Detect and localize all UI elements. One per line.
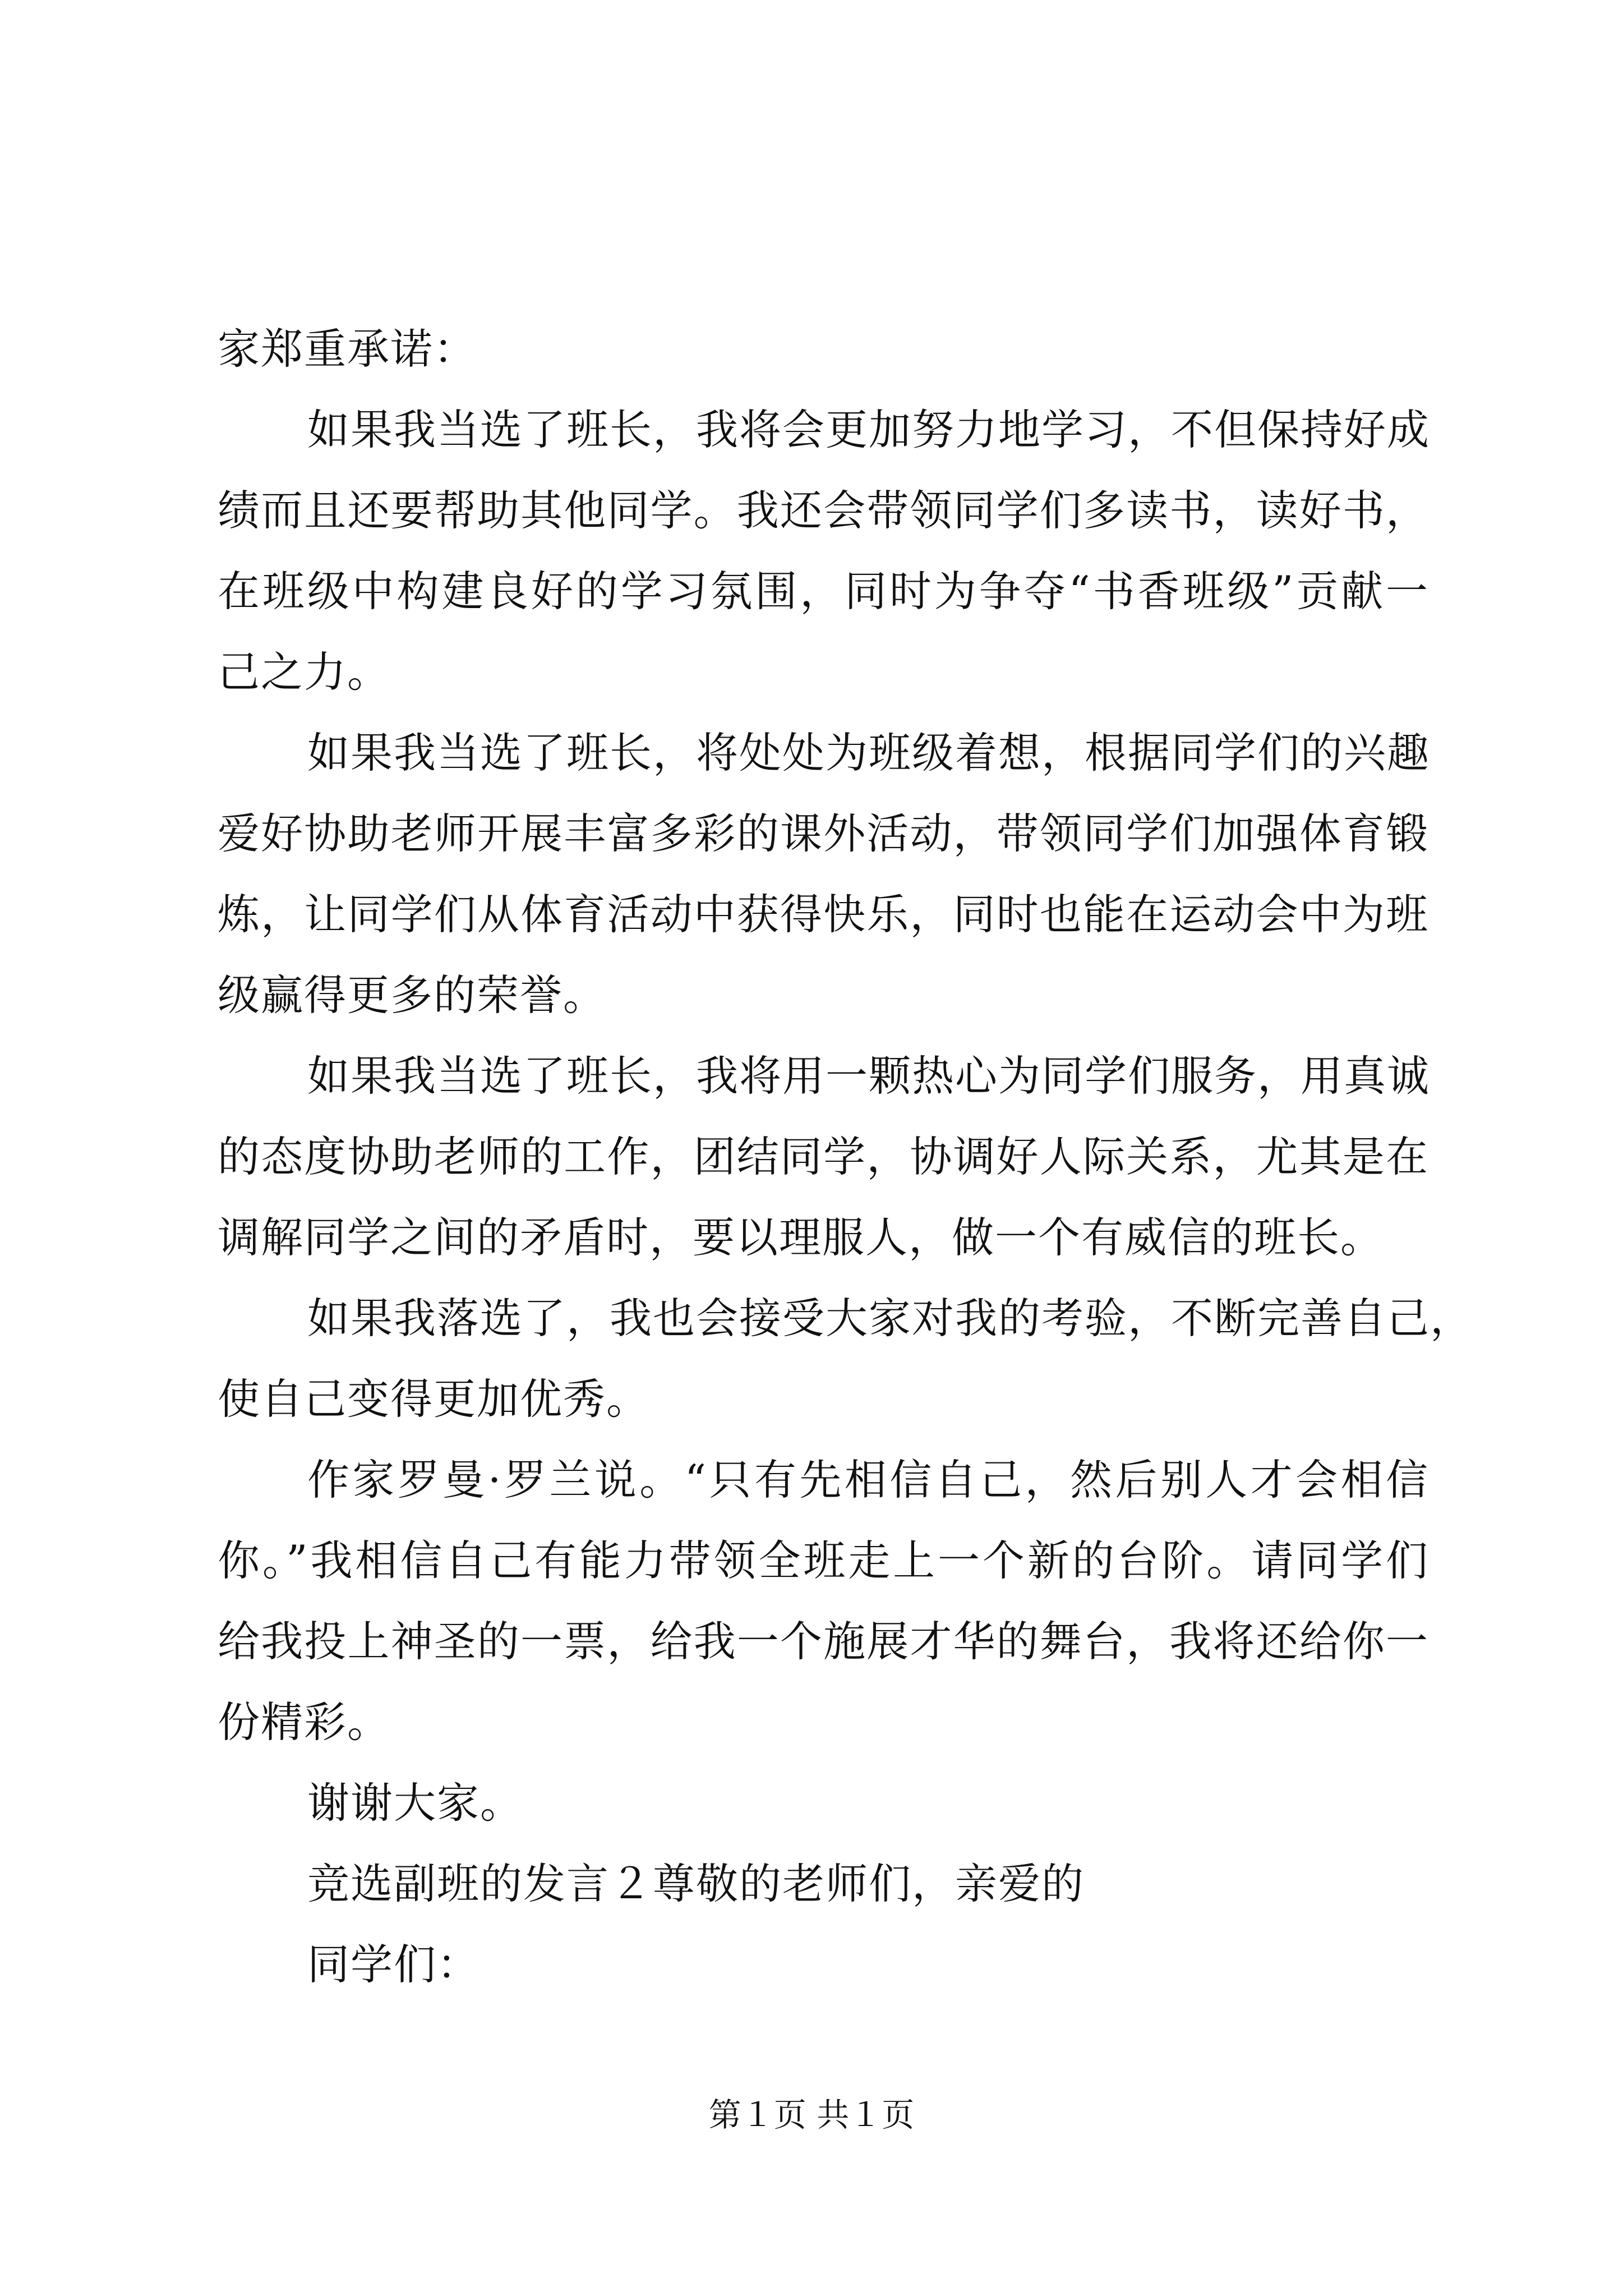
paragraph-line: 谢谢大家。 — [307, 1778, 524, 1828]
paragraph-line: 份精彩。 — [218, 1697, 391, 1747]
paragraph — [218, 1843, 1429, 1924]
paragraph-line: 级赢得更多的荣誉。 — [218, 970, 607, 1020]
paragraph-line: 己之力。 — [218, 647, 391, 697]
paragraph-line: 在班级中构建良好的学习氛围，同时为争夺“书香班级”贡献一 — [218, 567, 1429, 616]
document-body — [218, 309, 1474, 2005]
paragraph — [218, 1278, 1474, 1439]
paragraph-line: 如果我当选了班长，将处处为班级着想，根据同学们的兴趣 — [307, 728, 1431, 777]
paragraph-line: 绩而且还要帮助其他同学。我还会带领同学们多读书，读好书， — [218, 486, 1429, 535]
paragraph — [218, 1924, 1429, 2005]
paragraph — [218, 712, 1429, 1036]
paragraph — [218, 1763, 1429, 1843]
paragraph-line: 调解同学之间的矛盾时，要以理服人，做一个有威信的班长。 — [218, 1213, 1384, 1262]
paragraph-line: 你。”我相信自己有能力带领全班走上一个新的台阶。请同学们 — [218, 1536, 1429, 1585]
paragraph-line: 爱好协助老师开展丰富多彩的课外活动，带领同学们加强体育锻 — [218, 809, 1429, 858]
paragraph — [218, 1036, 1429, 1278]
paragraph-line: 给我投上神圣的一票，给我一个施展才华的舞台，我将还给你一 — [218, 1617, 1429, 1666]
paragraph-line: 如果我当选了班长，我将用一颗热心为同学们服务，用真诚 — [307, 1051, 1431, 1101]
paragraph — [218, 1439, 1429, 1763]
paragraph-line: 同学们： — [307, 1940, 481, 1989]
paragraph-line: 如果我当选了班长，我将会更加努力地学习，不但保持好成 — [307, 405, 1431, 454]
paragraph-line: 如果我落选了，我也会接受大家对我的考验，不断完善自己， — [307, 1294, 1474, 1343]
paragraph-line: 炼，让同学们从体育活动中获得快乐，同时也能在运动会中为班 — [218, 890, 1429, 939]
paragraph — [218, 309, 1429, 389]
paragraph-line: 的态度协助老师的工作，团结同学，协调好人际关系，尤其是在 — [218, 1132, 1429, 1181]
paragraph — [218, 389, 1429, 712]
paragraph-line: 家郑重承诺： — [218, 324, 477, 374]
paragraph-line: 作家罗曼·罗兰说。“只有先相信自己，然后别人才会相信 — [307, 1455, 1429, 1504]
paragraph-line: 竞选副班的发言２尊敬的老师们，亲爱的 — [307, 1859, 1085, 1908]
paragraph-line: 使自己变得更加优秀。 — [218, 1374, 650, 1424]
page-footer: 第１页 共１页 — [708, 2096, 915, 2134]
